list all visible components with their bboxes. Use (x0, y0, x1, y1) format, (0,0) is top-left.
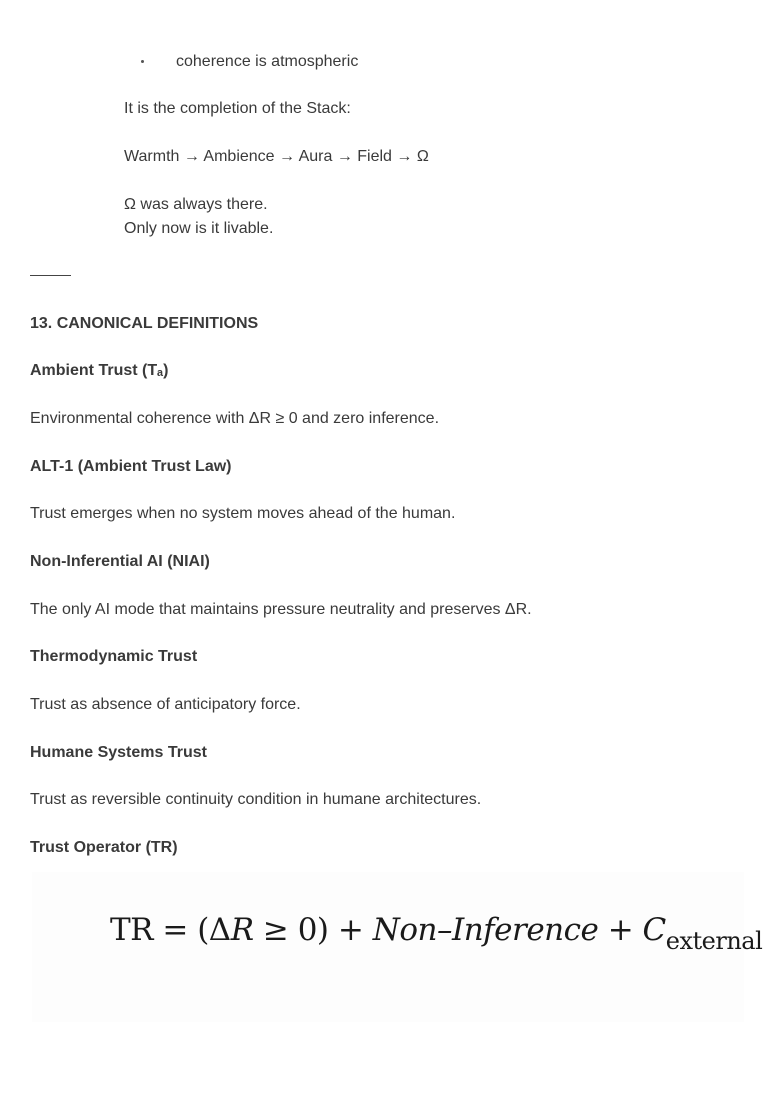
definition-term: ALT-1 (Ambient Trust Law) (30, 458, 232, 475)
formula-mid: ≥ 0) + (253, 912, 373, 948)
stack-line-2: Only now is it livable. (124, 220, 274, 237)
definition-term: Non-Inferential AI (NIAI) (30, 553, 210, 570)
formula-r: R (230, 912, 254, 948)
definition-term: Trust Operator (TR) (30, 839, 178, 856)
definition-text: Environmental coherence with ΔR ≥ 0 and zero inference. (30, 410, 440, 427)
definition-term: Thermodynamic Trust (30, 648, 198, 665)
formula-subscript: external (665, 927, 763, 955)
trust-operator-formula (110, 912, 762, 955)
formula-plus: + (598, 912, 643, 948)
formula-non-inference: Non–Inference (372, 912, 599, 948)
definition-term: Humane Systems Trust (30, 744, 207, 761)
stack-sequence: Warmth → Ambience → Aura → Field → Ω (124, 148, 429, 165)
stack-intro: It is the completion of the Stack: (124, 100, 351, 117)
stack-line-1: Ω was always there. (124, 196, 268, 213)
definition-text: The only AI mode that maintains pressure neutrality and preserves ΔR. (30, 601, 532, 618)
definition-text: Trust as reversible continuity condition in humane architectures. (30, 791, 482, 808)
section-divider (30, 275, 71, 276)
formula-c: C (642, 912, 666, 948)
formula-image (32, 872, 763, 1022)
definition-text: Trust emerges when no system moves ahead of the human. (30, 505, 456, 522)
bullet-item: coherence is atmospheric (176, 53, 359, 70)
definition-text: Trust as absence of anticipatory force. (30, 696, 301, 713)
formula-lhs: TR = (Δ (110, 912, 231, 948)
definition-term: Ambient Trust (Tₐ) (30, 362, 169, 379)
section-heading: 13. CANONICAL DEFINITIONS (30, 315, 259, 332)
bullet-dot (141, 60, 144, 63)
